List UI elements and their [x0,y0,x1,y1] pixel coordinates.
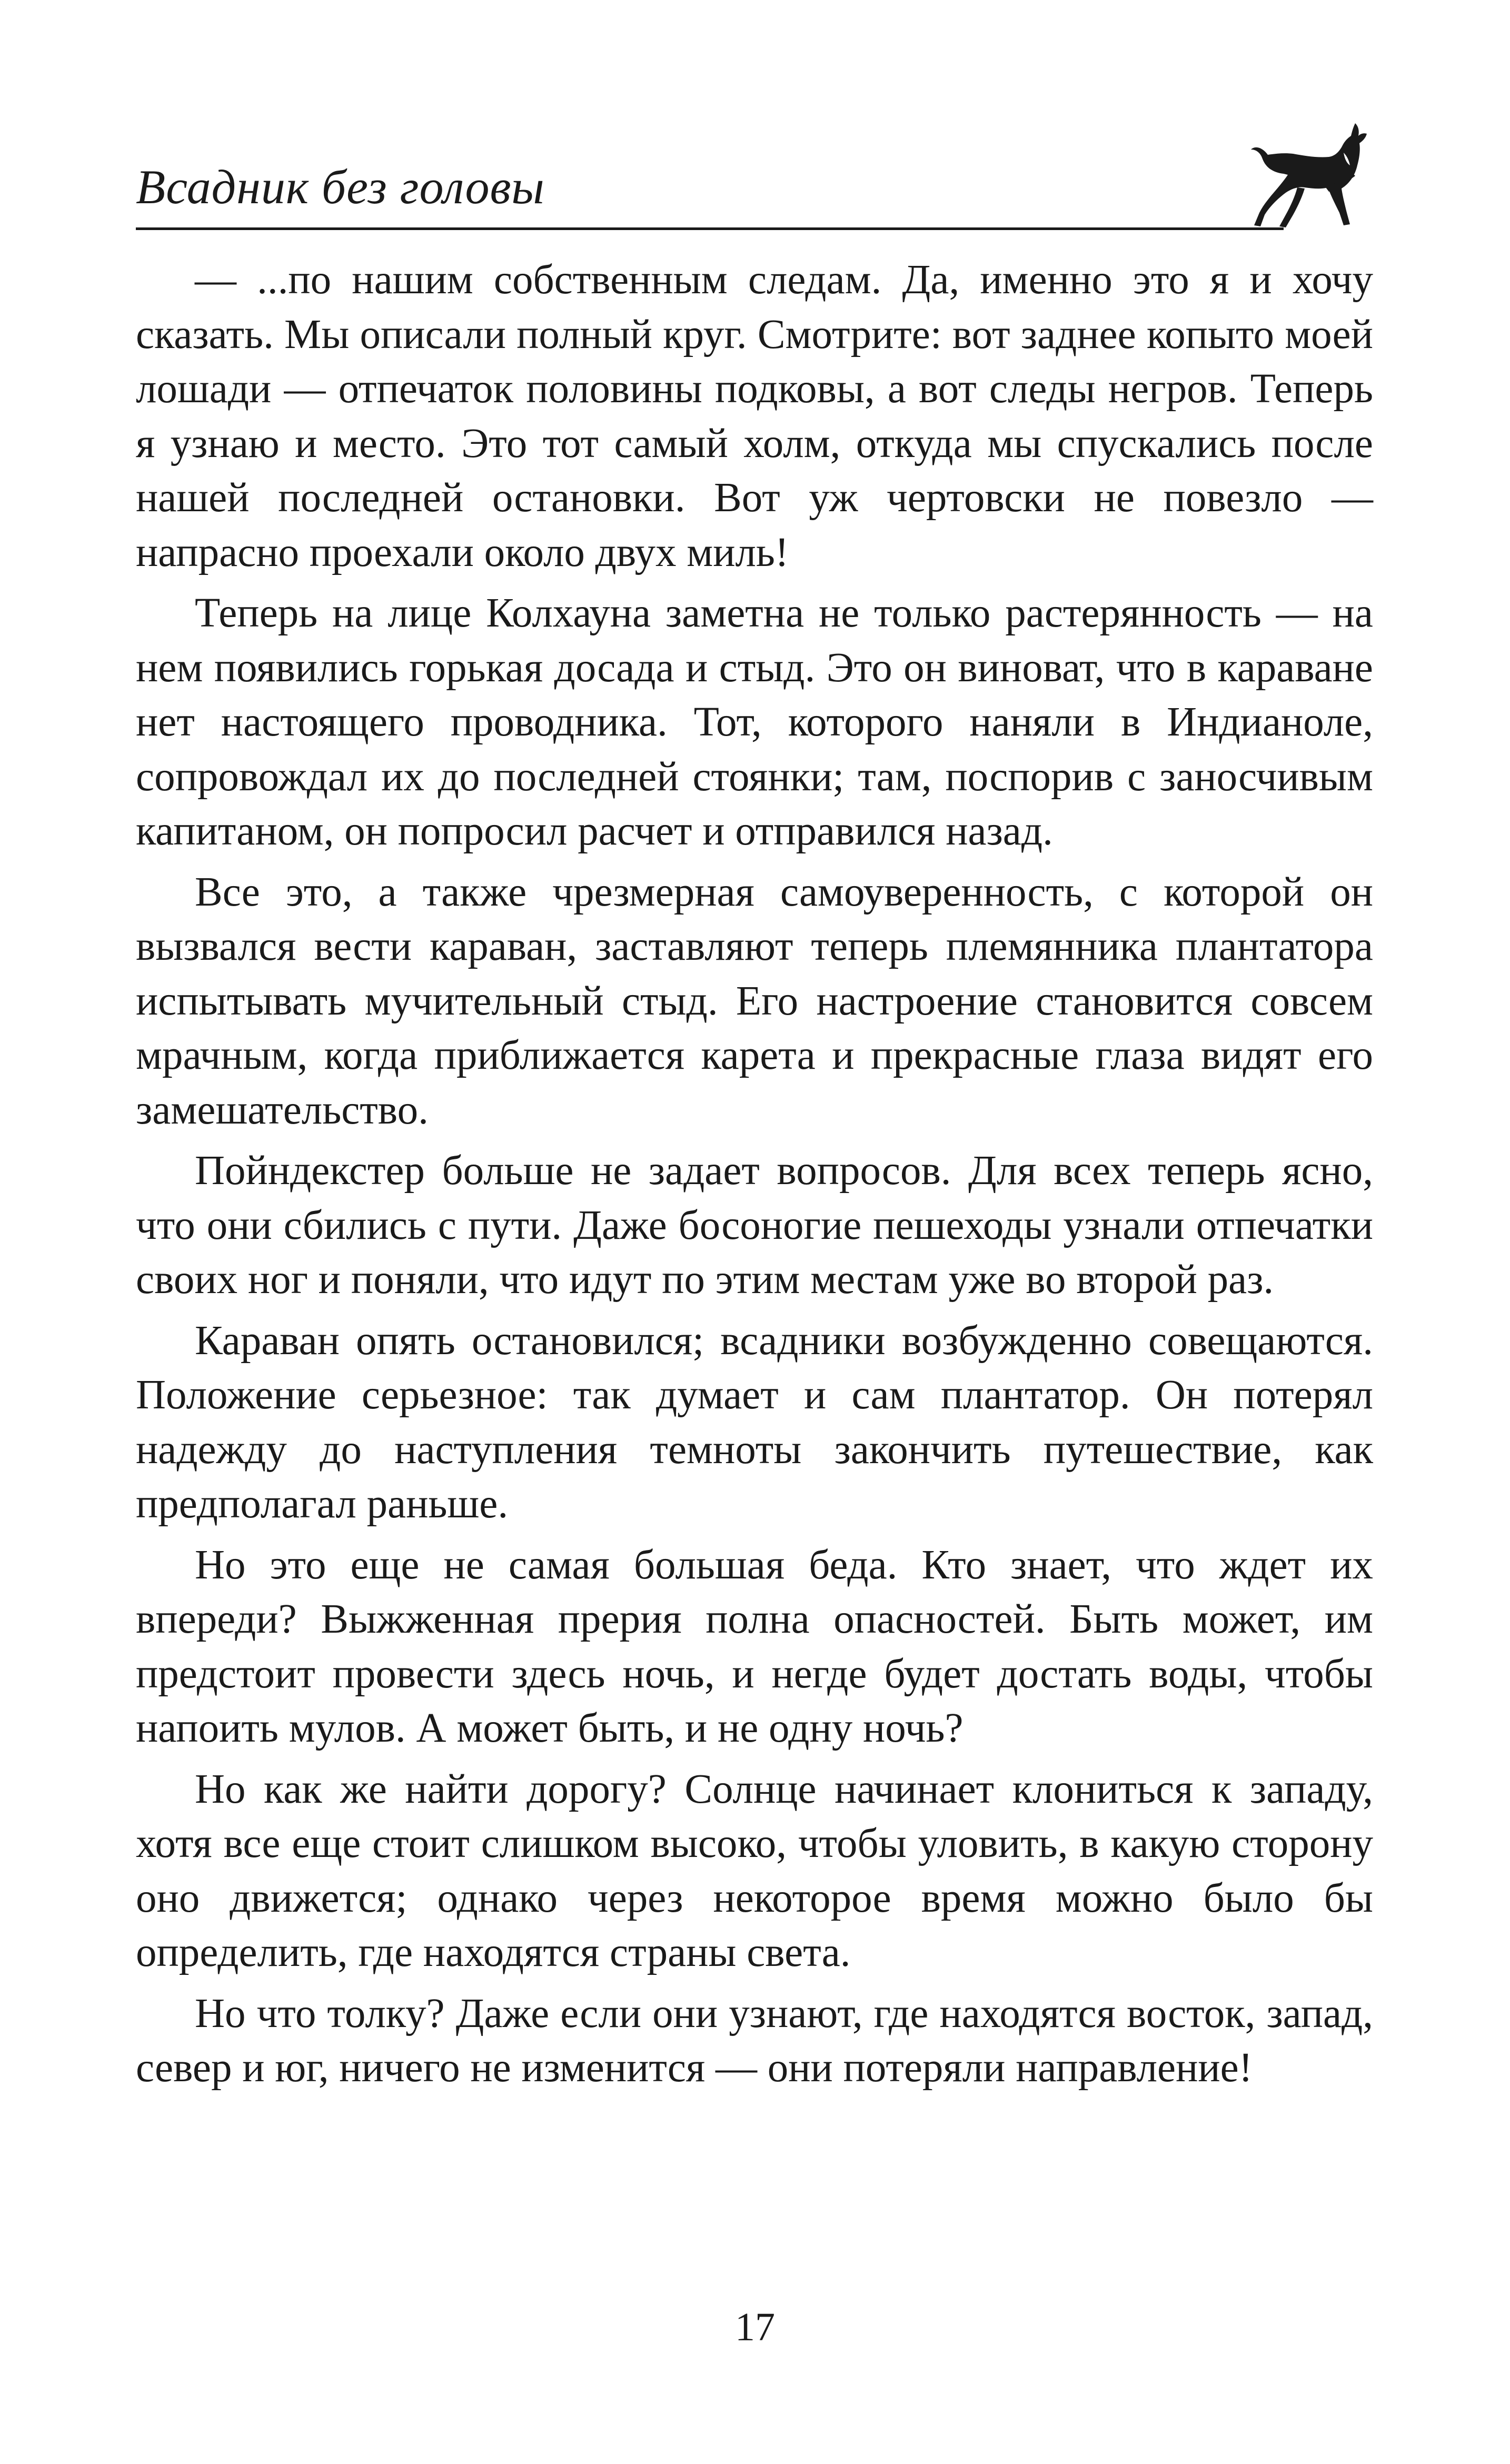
paragraph: Все это, а также чрезмерная самоуверенность, с которой он вызвался вести караван, заставляют теперь племянника плантатора испытывать мучительный стыд. Его настроение становится совсем мрачным, когда приближается карета и прекрасные глаза видят его замешательство. [136,869,1373,1133]
header-rule [136,227,1284,230]
running-header-title: Всадник без головы [136,160,545,214]
paragraph: Но это еще не самая большая беда. Кто знает, что ждет их впереди? Выжженная прерия полна опасностей. Быть может, им предстоит провести здесь ночь, и негде будет достать воды, чтобы напоить мулов. А может быть, и не одну ночь? [136,1542,1373,1751]
page-number: 17 [735,2305,775,2349]
paragraph: Пойндекстер больше не задает вопросов. Для всех теперь ясно, что они сбились с пути. Даже босоногие пешеходы узнали отпечатки своих ног и поняли, что идут по этим местам уже во второй раз. [136,1148,1373,1303]
paragraph: Караван опять остановился; всадники возбужденно совещаются. Положение серьезное: так думает и сам плантатор. Он потерял надежду до наступления темноты закончить путешествие, как предполагал раньше. [136,1317,1373,1527]
galloping-horse-icon [1247,122,1368,233]
paragraph: Но как же найти дорогу? Солнце начинает клониться к западу, хотя все еще стоит слишком высоко, чтобы уловить, в какую сторону оно движется; однако через некоторое время можно было бы определить, где находятся страны света. [136,1766,1373,1975]
paragraph: Теперь на лице Колхауна заметна не только растерянность — на нем появились горькая досада и стыд. Это он виноват, что в караване нет настоящего проводника. Тот, которого наняли в Индианоле, сопровождал их до последней стоянки; там, поспорив с заносчивым капитаном, он попросил расчет и отправился назад. [136,590,1373,854]
paragraph: — ...по нашим собственным следам. Да, именно это я и хочу сказать. Мы описали полный круг. Смотрите: вот заднее копыто моей лошади — отпечаток половины подковы, а вот следы негров. Теперь я узнаю и место. Это тот самый холм, откуда мы спускались после нашей последней остановки. Вот уж чертовски не повезло — напрасно проехали около двух миль! [136,257,1373,575]
running-header [136,153,1368,232]
paragraph: Но что толку? Даже если они узнают, где находятся восток, запад, север и юг, ничего не изменится — они потеряли направление! [136,1990,1373,2091]
body-text [136,253,1373,2095]
